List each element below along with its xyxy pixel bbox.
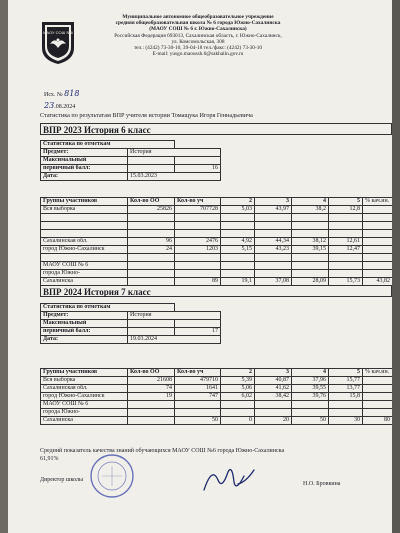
- table-row: [41, 393, 393, 401]
- cell: 21608: [128, 377, 175, 385]
- cell: 37,96: [292, 377, 329, 385]
- background-edge: [392, 0, 400, 533]
- column-header: Группы участников: [41, 369, 128, 377]
- column-header: Кол-во ОО: [128, 369, 175, 377]
- cell: 40,87: [255, 377, 292, 385]
- group-name: Сахалинская обл.: [41, 238, 128, 246]
- cell: 6,02: [221, 393, 255, 401]
- subject-value: История: [128, 149, 221, 157]
- cell: 25826: [128, 206, 175, 214]
- outgoing-date-day: 23: [44, 101, 55, 110]
- logo-caption: МАОУ СОШ №6: [43, 30, 73, 35]
- group-name: города Южно-: [41, 409, 128, 417]
- max-score-label: Максимальный: [41, 320, 128, 328]
- cell: 2476: [175, 238, 221, 246]
- letterhead-line: средняя общеобразовательная школа № 6 города Южно-Сахалинска: [115, 20, 281, 27]
- column-header: % кач.ин.: [363, 198, 393, 206]
- director-signature-icon: [198, 462, 258, 496]
- column-header: 4: [292, 198, 329, 206]
- section-title-2023: ВПР 2023 История 6 класс: [40, 123, 392, 135]
- subject-label: Предмет:: [41, 312, 128, 320]
- cell: 707728: [175, 206, 221, 214]
- quality-summary-value: 61,91%: [40, 456, 59, 462]
- column-header: Кол-во ОО: [128, 198, 175, 206]
- letterhead-line: (МАОУ СОШ № 6 г. Южно-Сахалинска): [149, 26, 247, 33]
- cell: 5,06: [221, 385, 255, 393]
- cell: 30: [329, 417, 363, 425]
- cell: 13,77: [329, 385, 363, 393]
- group-name: город Южно-Сахалинск: [41, 393, 128, 401]
- column-header: 4: [292, 369, 329, 377]
- cell: [363, 377, 393, 385]
- quality-summary-text: Средний показатель качества знаний обучающихся МАОУ СОШ №6 города Южно-Сахалинска: [40, 448, 285, 454]
- cell: [363, 206, 393, 214]
- cell: 44,34: [255, 238, 292, 246]
- cell: 5,15: [221, 246, 255, 254]
- group-name: Вся выборка: [41, 206, 128, 214]
- cell: 1641: [175, 385, 221, 393]
- meta-table-2023: [40, 140, 392, 181]
- group-name: МАОУ СОШ № 6: [41, 262, 128, 270]
- meta-table-2024: [40, 303, 392, 344]
- letterhead-email: E-mail: yusgo.maoussh.6@sakhalin.gov.ru: [152, 51, 244, 58]
- cell: 96: [128, 238, 175, 246]
- subject-value: История: [128, 312, 221, 320]
- subject-label: Предмет:: [41, 149, 128, 157]
- intro-text: Статистика по результатам ВПР учителя истории Томащука Игоря Геннадьевича: [40, 112, 253, 119]
- table-row: [41, 238, 393, 246]
- date-value: 19.03.2024: [128, 336, 221, 344]
- cell: 41,62: [255, 385, 292, 393]
- cell: 39,76: [292, 393, 329, 401]
- cell: 19,1: [221, 278, 255, 286]
- table-row: [41, 385, 393, 393]
- cell: 39,15: [292, 246, 329, 254]
- group-name: МАОУ СОШ № 6: [41, 401, 128, 409]
- cell: 74: [128, 385, 175, 393]
- results-table-2023: [40, 197, 392, 286]
- cell: 38,2: [292, 206, 329, 214]
- cell: 50: [175, 417, 221, 425]
- cell: 80: [363, 417, 393, 425]
- results-table-2024: [40, 368, 392, 425]
- cell: 12,61: [329, 238, 363, 246]
- cell: 5,39: [221, 377, 255, 385]
- signer-name: Н.О. Бровкина: [303, 481, 341, 487]
- cell: 38,42: [255, 393, 292, 401]
- cell: [363, 393, 393, 401]
- cell: [363, 246, 393, 254]
- cell: 12,47: [329, 246, 363, 254]
- column-header: 3: [255, 369, 292, 377]
- stats-heading: Статистика по отметкам: [41, 141, 175, 149]
- table-header-row: [41, 369, 393, 377]
- cell: 24: [128, 246, 175, 254]
- table-row: [41, 246, 393, 254]
- max-score-label-2: первичный балл:: [41, 165, 128, 173]
- cell: 15,8: [329, 393, 363, 401]
- cell: 28,09: [292, 278, 329, 286]
- table-row: [41, 417, 393, 425]
- column-header: Кол-во уч: [175, 198, 221, 206]
- group-name: Сахалинска: [41, 417, 128, 425]
- cell: 1203: [175, 246, 221, 254]
- group-name: город Южно-Сахалинск: [41, 246, 128, 254]
- column-header: 5: [329, 369, 363, 377]
- cell: 15,77: [329, 377, 363, 385]
- cell: 747: [175, 393, 221, 401]
- stats-heading: Статистика по отметкам: [41, 304, 175, 312]
- cell: [363, 385, 393, 393]
- cell: 5,03: [221, 206, 255, 214]
- school-eagle-emblem-icon: [38, 18, 78, 66]
- section-title-2024: ВПР 2024 История 7 класс: [40, 285, 392, 297]
- max-score-value: 17: [175, 328, 221, 336]
- column-header: Группы участников: [41, 198, 128, 206]
- column-header: 2: [221, 198, 255, 206]
- table-row: [41, 270, 393, 278]
- outgoing-date-rest: .08.2024: [54, 104, 76, 110]
- date-label: Дата:: [41, 336, 128, 344]
- cell: [128, 417, 175, 425]
- cell: 20: [255, 417, 292, 425]
- table-row: [41, 401, 393, 409]
- letterhead-line: тел.: (4242) 73-30-10, 39-04-18 тел./факс: (4242) 73-30-10: [133, 45, 263, 52]
- cell: 89: [175, 278, 221, 286]
- column-header: 2: [221, 369, 255, 377]
- max-score-label-2: первичный балл:: [41, 328, 128, 336]
- outgoing-date: [44, 101, 75, 110]
- cell: 43,82: [363, 278, 393, 286]
- column-header: Кол-во уч: [175, 369, 221, 377]
- cell: 19: [128, 393, 175, 401]
- cell: 479710: [175, 377, 221, 385]
- group-name: Сахалинска: [41, 278, 128, 286]
- cell: 50: [292, 417, 329, 425]
- cell: 39,55: [292, 385, 329, 393]
- table-row: [41, 262, 393, 270]
- cell: 38,12: [292, 238, 329, 246]
- date-value: 15.03.2023: [128, 173, 221, 181]
- date-label: Дата:: [41, 173, 128, 181]
- letterhead-line: Муниципальное автономное общеобразовательное учреждение: [122, 14, 274, 20]
- letterhead-line: Российская Федерация 693013, Сахалинская область, г. Южно-Сахалинск,: [114, 32, 282, 39]
- column-header: % кач.ин.: [363, 369, 393, 377]
- cell: 15,73: [329, 278, 363, 286]
- director-title: Директор школы: [40, 477, 84, 483]
- outgoing-number: [44, 89, 79, 98]
- letterhead-line: ул. Комсомольская, 308: [171, 38, 225, 45]
- cell: 4,92: [221, 238, 255, 246]
- cell: [363, 238, 393, 246]
- table-row: [41, 377, 393, 385]
- max-score-label: Максимальный: [41, 157, 128, 165]
- school-round-stamp-icon: [88, 452, 136, 500]
- table-row: [41, 409, 393, 417]
- group-name: Вся выборка: [41, 377, 128, 385]
- outgoing-number-label: Исх. №: [44, 92, 63, 98]
- document-page: [8, 0, 392, 533]
- group-name: города Южно-: [41, 270, 128, 278]
- cell: 12,8: [329, 206, 363, 214]
- max-score-value: 16: [175, 165, 221, 173]
- cell: 43,97: [255, 206, 292, 214]
- column-header: 3: [255, 198, 292, 206]
- cell: 0: [221, 417, 255, 425]
- cell: 43,23: [255, 246, 292, 254]
- cell: 37,08: [255, 278, 292, 286]
- letterhead: [88, 14, 308, 57]
- group-name: Сахалинская обл.: [41, 385, 128, 393]
- column-header: 5: [329, 198, 363, 206]
- outgoing-number-value: 818: [64, 89, 80, 98]
- table-row: [41, 206, 393, 214]
- table-header-row: [41, 198, 393, 206]
